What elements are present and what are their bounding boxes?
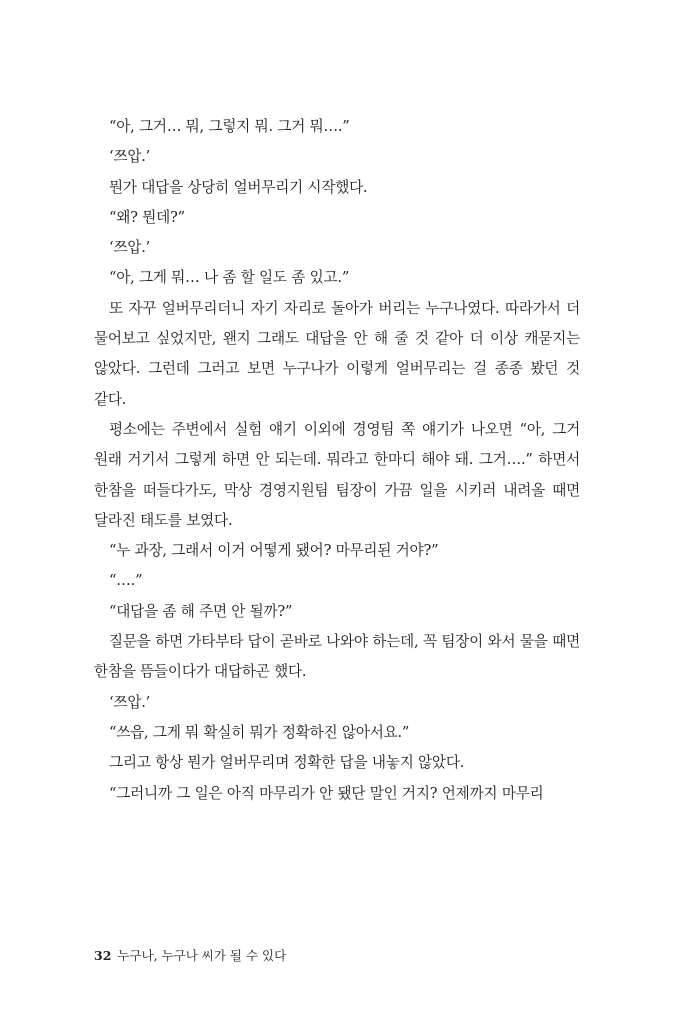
paragraph-narration-3: 평소에는 주변에서 실험 얘기 이외에 경영팀 쪽 얘기가 나오면 “아, 그거 원래 거기서 그렇게 하면 안 되는데. 뭐라고 한마디 해야 돼. 그거….” 하면서 한참을 떠들다가도, 막상 경영지원팀 팀장이 가끔 일을 시키러 내려올 때면 달라진 태도를 보였다. [94, 420, 580, 529]
paragraph-narration-5: 그리고 항상 뭔가 얼버무리며 정확한 답을 내놓지 않았다. [109, 754, 465, 772]
paragraph-narration-4: 질문을 하면 가타부타 답이 곧바로 나와야 하는데, 꼭 팀장이 와서 물을 때면 한참을 뜸들이다가 대답하곤 했다. [94, 633, 580, 681]
body-text [94, 112, 580, 809]
paragraph-dialogue-3: “아, 그게 뭐… 나 좀 할 일도 좀 있고.” [109, 269, 350, 287]
page-footer [94, 948, 286, 964]
paragraph-dialogue-6: “대답을 좀 해 주면 안 될까?” [109, 602, 293, 620]
paragraph-sound-1: ‘쯔압.’ [109, 148, 151, 166]
paragraph-dialogue-7: “쓰읍, 그게 뭐 확실히 뭐가 정확하진 않아서요.” [109, 723, 410, 741]
paragraph-dialogue-8: “그러니까 그 일은 아직 마무리가 안 됐단 말인 거지? 언제까지 마무리 [109, 784, 544, 802]
paragraph-dialogue-4: “누 과장, 그래서 이거 어떻게 됐어? 마무리된 거야?” [109, 542, 439, 560]
paragraph-dialogue-1: “아, 그거… 뭐, 그렇지 뭐. 그거 뭐….” [109, 118, 350, 135]
paragraph-narration-1: 뭔가 대답을 상당히 얼버무리기 시작했다. [109, 178, 368, 196]
page-number: 32 [94, 948, 112, 963]
paragraph-dialogue-5: “….” [109, 572, 143, 590]
paragraph-sound-2: ‘쯔압.’ [109, 239, 151, 257]
paragraph-sound-3: ‘쯔압.’ [109, 693, 151, 711]
paragraph-narration-2: 또 자꾸 얼버무리더니 자기 자리로 돌아가 버리는 누구나였다. 따라가서 더 물어보고 싶었지만, 왠지 그래도 대답을 안 해 줄 것 같아 더 이상 캐묻지는 않았다. 그런데 그러고 보면 누구나가 이렇게 얼버무리는 걸 종종 봤던 것 같다. [94, 299, 580, 408]
running-title: 누구나, 누구나 씨가 될 수 있다 [117, 948, 287, 963]
paragraph-dialogue-2: “왜? 뭔데?” [109, 208, 185, 226]
